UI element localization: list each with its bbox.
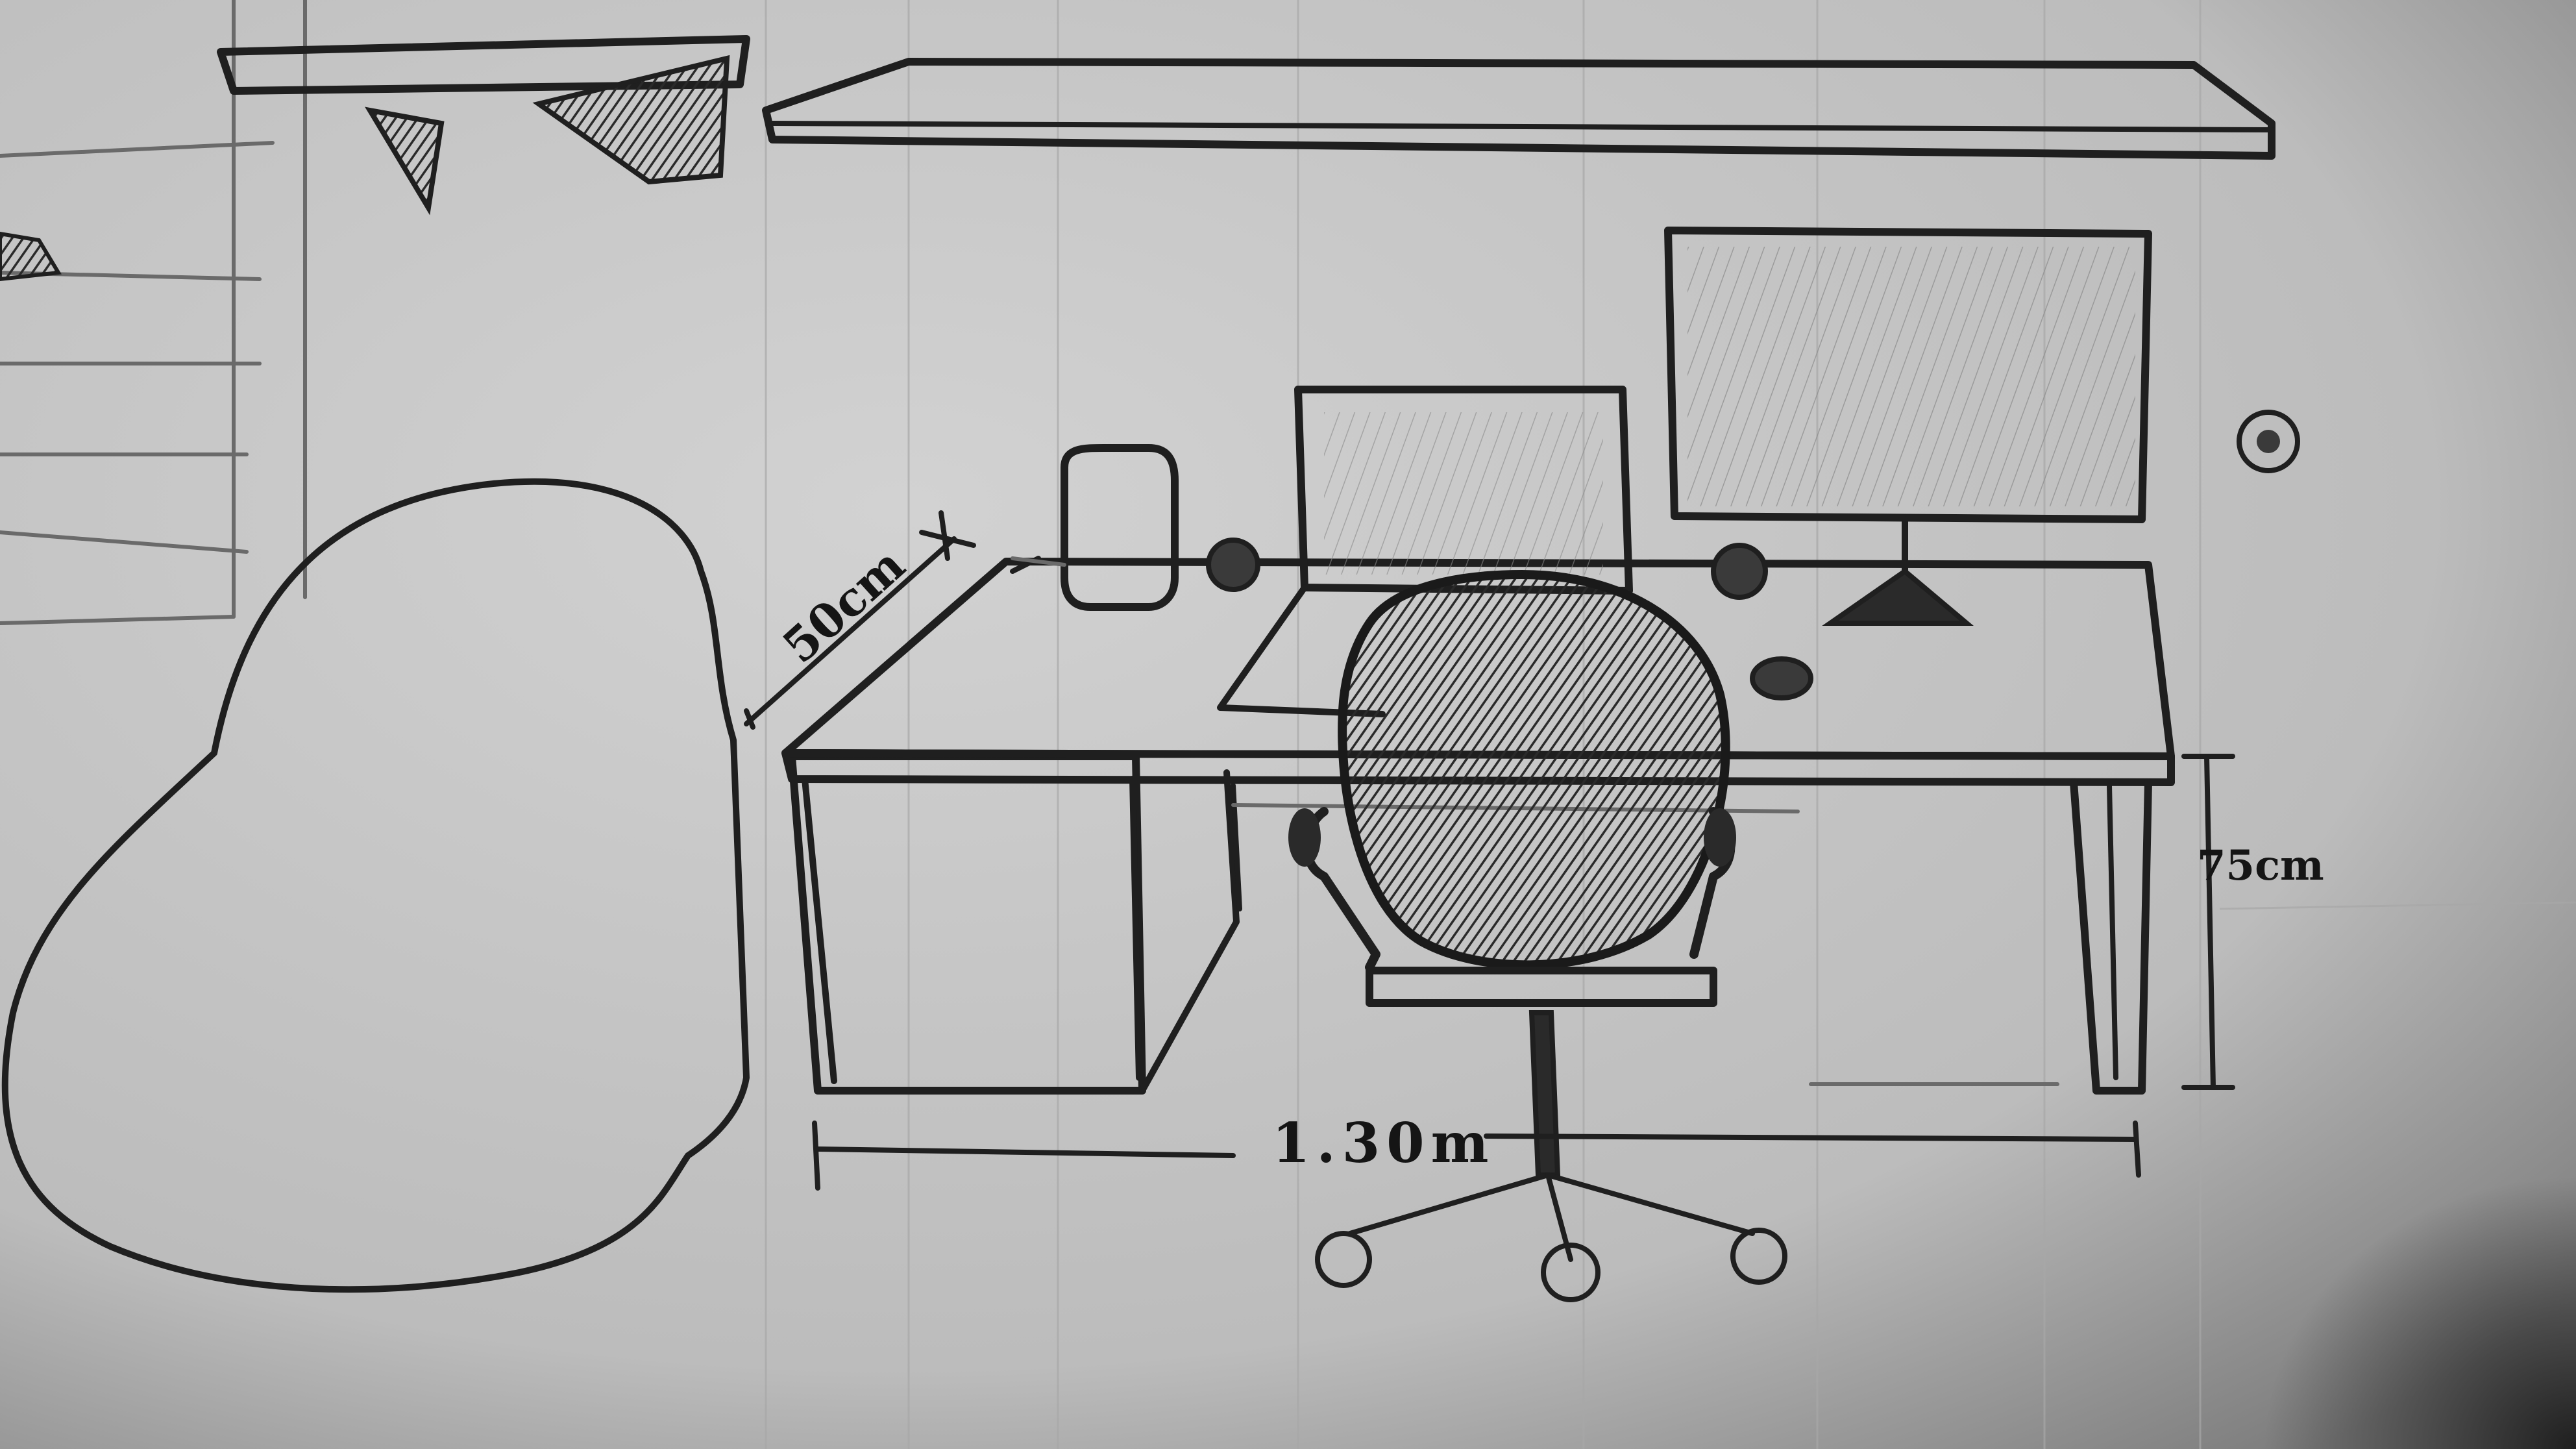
height-label: 75cm: [2197, 841, 2324, 890]
corner-shadow: [1882, 844, 2576, 1449]
width-label: 1.30m: [1272, 1111, 1495, 1175]
depth-label: 50cm: [772, 537, 916, 674]
